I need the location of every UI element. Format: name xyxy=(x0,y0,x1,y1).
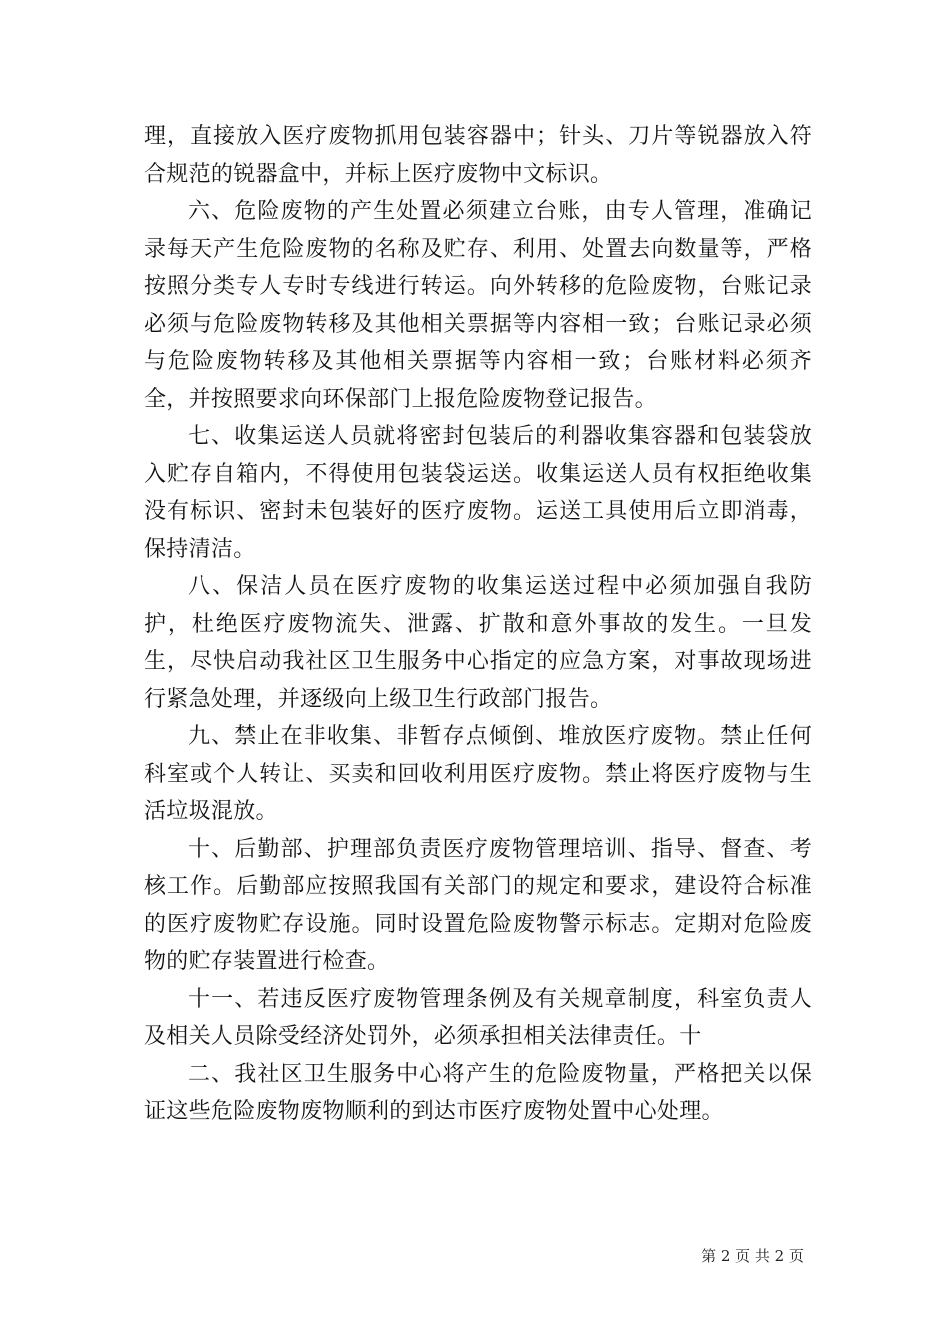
page-number: 第 2 页 共 2 页 xyxy=(701,1247,804,1265)
paragraph-continuation: 理，直接放入医疗废物抓用包装容器中；针头、刀片等锐器放入符合规范的锐器盒中，并标上医疗废物中文标识。 xyxy=(144,124,812,187)
paragraph-item-8: 八、保洁人员在医疗废物的收集运送过程中必须加强自我防护，杜绝医疗废物流失、泄露、扩散和意外事故的发生。一旦发生，尽快启动我社区卫生服务中心指定的应急方案，对事故现场进行紧急处理，并逐级向上级卫生行政部门报告。 xyxy=(144,574,812,712)
paragraph-item-12: 二、我社区卫生服务中心将产生的危险废物量，严格把关以保证这些危险废物废物顺利的到达市医疗废物处置中心处理。 xyxy=(144,1061,812,1124)
document-body xyxy=(144,118,812,1131)
paragraph-item-6: 六、危险废物的产生处置必须建立台账，由专人管理，准确记录每天产生危险废物的名称及贮存、利用、处置去向数量等，严格按照分类专人专时专线进行转运。向外转移的危险废物，台账记录必须与危险废物转移及其他相关票据等内容相一致；台账记录必须与危险废物转移及其他相关票据等内容相一致；台账材料必须齐全，并按照要求向环保部门上报危险废物登记报告。 xyxy=(144,199,812,412)
paragraph-item-10: 十、后勤部、护理部负责医疗废物管理培训、指导、督查、考核工作。后勤部应按照我国有关部门的规定和要求，建设符合标准的医疗废物贮存设施。同时设置危险废物警示标志。定期对危险废物的贮存装置进行检查。 xyxy=(144,836,812,974)
paragraph-item-11: 十一、若违反医疗废物管理条例及有关规章制度，科室负责人及相关人员除受经济处罚外，必须承担相关法律责任。十 xyxy=(144,986,812,1049)
paragraph-item-9: 九、禁止在非收集、非暂存点倾倒、堆放医疗废物。禁止任何科室或个人转让、买卖和回收利用医疗废物。禁止将医疗废物与生活垃圾混放。 xyxy=(144,724,812,824)
paragraph-item-7: 七、收集运送人员就将密封包装后的利器收集容器和包装袋放入贮存自箱内，不得使用包装袋运送。收集运送人员有权拒绝收集没有标识、密封未包装好的医疗废物。运送工具使用后立即消毒，保持清洁。 xyxy=(144,424,812,562)
